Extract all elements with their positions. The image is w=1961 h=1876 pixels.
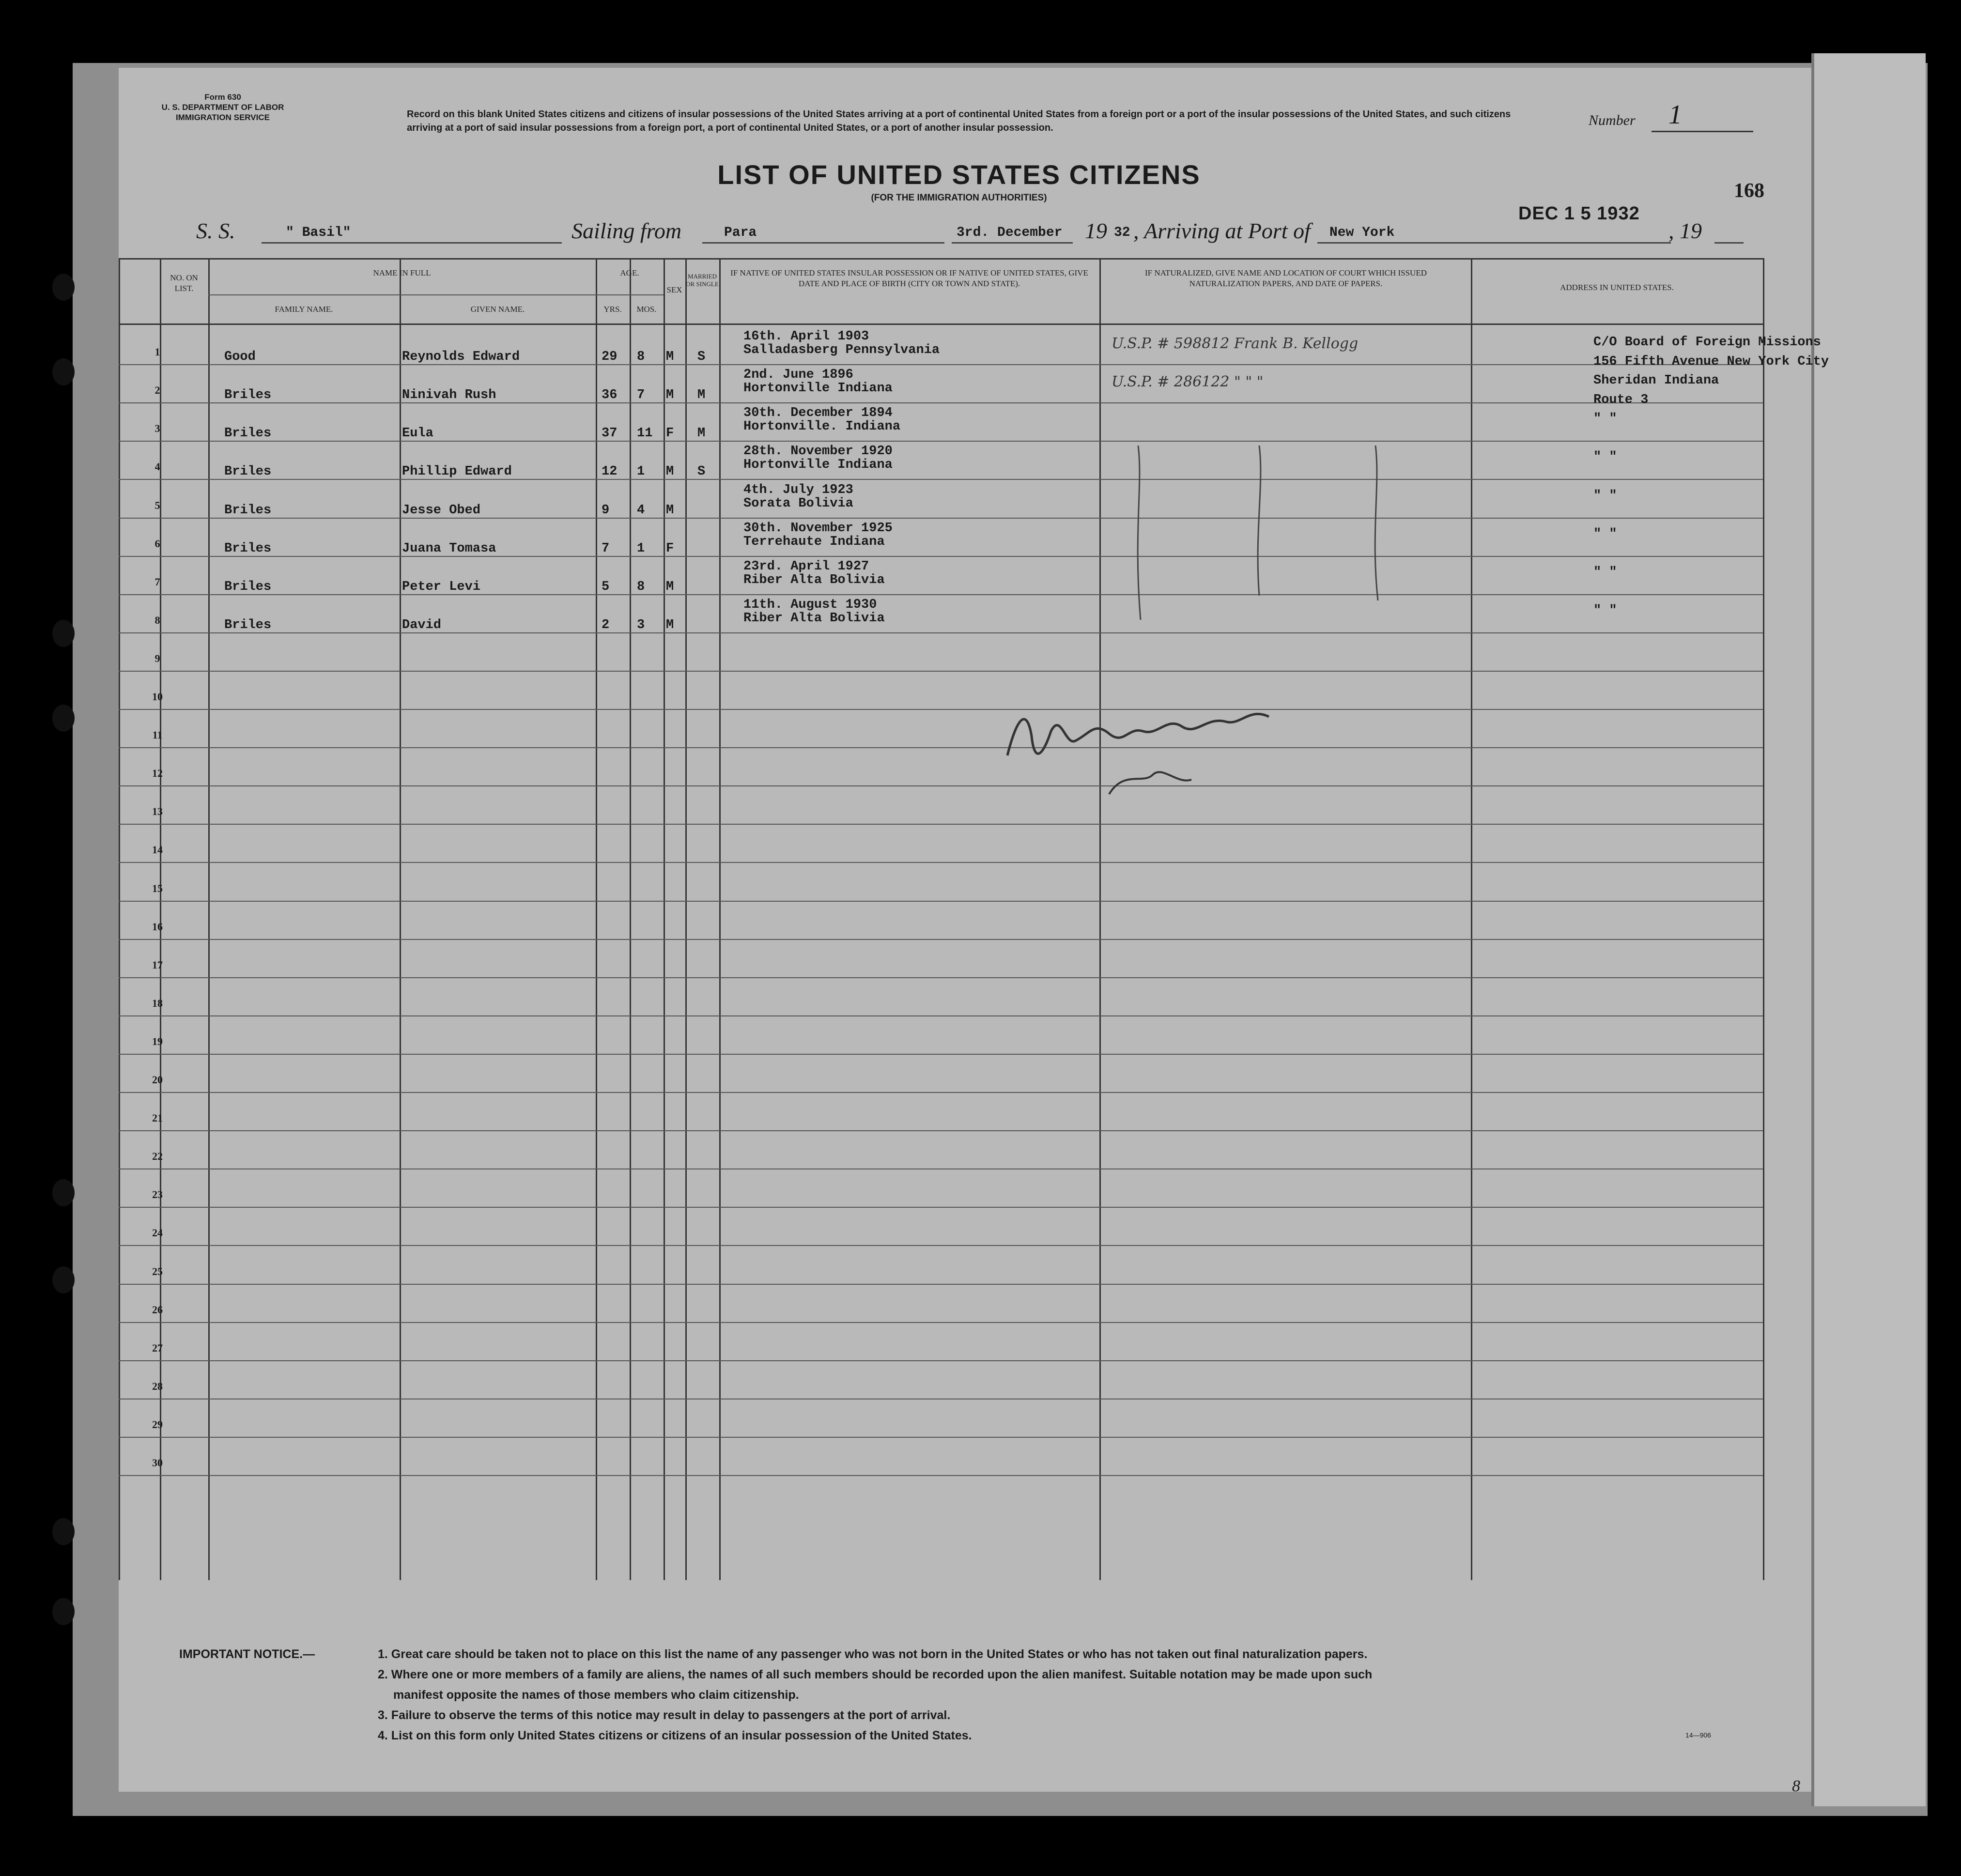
sex-cell: M (666, 388, 674, 403)
binder-hole (52, 1179, 75, 1206)
port-to-underline (1317, 242, 1671, 244)
binder-hole (52, 1266, 75, 1293)
row-rule (119, 518, 1763, 519)
port-from: Para (724, 225, 757, 240)
row-number: 4 (154, 461, 160, 473)
row-number: 15 (152, 882, 163, 894)
row-rule (119, 1054, 1763, 1055)
birth-date-cell: 16th. April 1903 (743, 329, 869, 344)
address-line-cell: C/O Board of Foreign Missions (1593, 335, 1821, 350)
sex-cell: M (666, 617, 674, 632)
birth-date-cell: 4th. July 1923 (743, 482, 853, 497)
age-months-cell: 1 (637, 464, 645, 479)
ship-underline (262, 242, 562, 244)
corner-number: 8 (1792, 1777, 1800, 1795)
address-line-cell: " " (1593, 450, 1617, 465)
row-number: 1 (154, 346, 160, 358)
number-label: Number (1589, 112, 1636, 128)
family-name-cell: Briles (224, 541, 272, 556)
ss-label: S. S. (196, 218, 235, 243)
birth-place-cell: Terrehaute Indiana (743, 534, 885, 549)
notice-item-2: 2. Where one or more members of a family are aliens, the names of all such members should be recorded upon the alien manifest. Suitable notation may be made upon such (378, 1668, 1373, 1681)
row-rule (119, 1092, 1763, 1093)
row-rule (119, 1322, 1763, 1323)
col-mos: MOS. (636, 305, 657, 314)
age-years-cell: 5 (602, 579, 610, 594)
row-number: 23 (152, 1188, 163, 1201)
row-rule (119, 671, 1763, 672)
row-rule (119, 479, 1763, 480)
row-number: 27 (152, 1341, 163, 1354)
marital-status-cell: M (697, 426, 706, 441)
arrival-date-stamp: DEC 1 5 1932 (1518, 203, 1640, 224)
year2-prefix: , 19 (1668, 218, 1702, 243)
age-years-cell: 9 (602, 503, 610, 518)
row-rule (119, 862, 1763, 863)
col-birth: IF NATIVE OF UNITED STATES INSULAR POSSESSION OR IF NATIVE OF UNITED STATES, GIVE DATE AND PLACE OF BIRTH (CITY OR TOWN AND STATE). (730, 268, 1088, 288)
number-underline (1652, 131, 1753, 132)
row-number: 14 (152, 844, 163, 856)
intro-text: Record on this blank United States citizens and citizens of insular possessions of the United States arriving at a port of continental United States from a foreign port or a port of the insular possessions of the United States, and such citizens arriving at a port of said insular possessions from a foreign port, a port of continental United States, or a port of another insular possession. (407, 109, 1511, 133)
row-rule (119, 1207, 1763, 1208)
row-rule (119, 939, 1763, 940)
notice-item-3: 3. Failure to observe the terms of this notice may result in delay to passengers at the port of arrival. (378, 1708, 951, 1722)
row-rule (119, 594, 1763, 595)
binder-hole (52, 358, 75, 385)
address-line-cell: Sheridan Indiana (1593, 373, 1719, 388)
given-name-cell: Phillip Edward (402, 464, 512, 479)
row-rule (119, 785, 1763, 786)
row-rule (119, 747, 1763, 748)
given-name-cell: Jesse Obed (402, 503, 481, 518)
family-name-cell: Good (224, 350, 256, 365)
birth-date-cell: 2nd. June 1896 (743, 368, 853, 383)
col-given-name: GIVEN NAME. (470, 305, 525, 314)
row-number: 21 (152, 1112, 163, 1124)
binder-hole (52, 1518, 75, 1545)
birth-date-cell: 28th. November 1920 (743, 444, 893, 459)
address-line-cell: 156 Fifth Avenue New York City (1593, 354, 1829, 369)
row-number: 13 (152, 805, 163, 818)
row-number: 12 (152, 767, 163, 780)
row-rule (119, 632, 1763, 633)
form-identifier (157, 92, 288, 123)
row-rule (119, 1245, 1763, 1246)
row-rule (119, 402, 1763, 403)
row-rule (119, 1015, 1763, 1016)
birth-place-cell: Riber Alta Bolivia (743, 572, 885, 587)
given-name-cell: Reynolds Edward (402, 350, 520, 365)
department-name: U. S. DEPARTMENT OF LABOR (161, 103, 284, 112)
binder-hole (52, 620, 75, 647)
given-name-cell: Ninivah Rush (402, 388, 496, 403)
row-number: 19 (152, 1035, 163, 1047)
notice-item-2-cont: manifest opposite the names of those members who claim citizenship. (393, 1688, 799, 1702)
manifest-table (119, 258, 1829, 1580)
given-name-cell: Eula (402, 426, 433, 441)
col-sex: SEX (666, 285, 682, 294)
age-months-cell: 1 (637, 541, 645, 556)
form-code: 14—906 (1685, 1731, 1711, 1739)
family-name-cell: Briles (224, 426, 272, 441)
row-number: 20 (152, 1074, 163, 1086)
col-no-on-list: NO. ON LIST. (170, 273, 198, 293)
given-name-cell: David (402, 617, 442, 632)
row-rule (119, 1475, 1763, 1476)
birth-place-cell: Hortonville Indiana (743, 458, 893, 473)
departure-date: 3rd. December (957, 225, 1063, 240)
notice-item-4: 4. List on this form only United States citizens or citizens of an insular possession of the United States. (378, 1729, 972, 1742)
row-rule (119, 1437, 1763, 1438)
inspector-signature (998, 688, 1298, 814)
row-number: 18 (152, 997, 163, 1009)
naturalization-cell: U.S.P. # 286122 " " " (1112, 373, 1264, 391)
service-name: IMMIGRATION SERVICE (176, 113, 270, 122)
row-rule (119, 709, 1763, 710)
row-number: 16 (152, 920, 163, 933)
sex-cell: M (666, 464, 674, 479)
naturalization-cell: U.S.P. # 598812 Frank B. Kellogg (1112, 335, 1359, 353)
year-prefix: 19 (1085, 218, 1107, 243)
row-number: 2 (154, 384, 160, 397)
sailing-label: Sailing from (571, 218, 682, 243)
row-rule (119, 824, 1763, 825)
birth-date-cell: 30th. November 1925 (743, 521, 893, 536)
family-name-cell: Briles (224, 464, 272, 479)
background-page-edge (1811, 53, 1926, 1806)
row-number: 25 (152, 1265, 163, 1277)
row-rule (119, 977, 1763, 978)
family-name-cell: Briles (224, 503, 272, 518)
birth-place-cell: Hortonville Indiana (743, 381, 893, 396)
marital-status-cell: M (697, 388, 706, 403)
row-rule (119, 1284, 1763, 1285)
col-yrs: YRS. (603, 305, 622, 314)
birth-place-cell: Hortonville. Indiana (743, 419, 901, 434)
given-name-cell: Peter Levi (402, 579, 481, 594)
row-number: 5 (154, 499, 160, 511)
sex-cell: F (666, 541, 674, 556)
row-rule (119, 1130, 1763, 1131)
arriving-label: , Arriving at Port of (1133, 218, 1311, 243)
sex-cell: M (666, 503, 674, 518)
col-naturalized: IF NATURALIZED, GIVE NAME AND LOCATION OF COURT WHICH ISSUED NATURALIZATION PAPERS, AND DATE OF PAPERS. (1144, 268, 1427, 288)
age-years-cell: 36 (602, 388, 618, 403)
year2-underline (1714, 242, 1744, 244)
col-address: ADDRESS IN UNITED STATES. (1560, 283, 1674, 292)
notice-item-1: 1. Great care should be taken not to place on this list the name of any passenger who was not born in the United States or who has not taken out final naturalization papers. (378, 1647, 1368, 1661)
notice-heading: IMPORTANT NOTICE.— (179, 1647, 315, 1661)
binder-hole (52, 705, 75, 732)
col-family-name: FAMILY NAME. (275, 305, 333, 314)
birth-place-cell: Salladasberg Pennsylvania (743, 343, 940, 358)
age-months-cell: 11 (637, 426, 653, 441)
col-name-in-full: NAME IN FULL (373, 268, 431, 277)
birth-place-cell: Sorata Bolivia (743, 496, 853, 511)
age-months-cell: 3 (637, 617, 645, 632)
page-title: LIST OF UNITED STATES CITIZENS (717, 159, 1201, 190)
family-name-cell: Briles (224, 388, 272, 403)
age-months-cell: 7 (637, 388, 645, 403)
address-line-cell: " " (1593, 565, 1617, 580)
marital-status-cell: S (697, 464, 706, 479)
form-number: Form 630 (204, 92, 241, 102)
birth-date-cell: 23rd. April 1927 (743, 559, 869, 574)
row-rule (119, 364, 1763, 365)
address-line-cell: Route 3 (1593, 393, 1649, 408)
row-number: 17 (152, 958, 163, 971)
age-months-cell: 8 (637, 579, 645, 594)
date-underline (952, 242, 1073, 244)
row-number: 24 (152, 1227, 163, 1239)
page-number: 168 (1734, 180, 1764, 202)
row-number: 9 (154, 652, 160, 664)
col-married-single: MARRIED OR SINGLE (686, 273, 719, 288)
age-months-cell: 8 (637, 350, 645, 365)
binder-hole (52, 274, 75, 301)
row-number: 6 (154, 537, 160, 550)
row-rule (119, 1360, 1763, 1361)
page-subtitle: (FOR THE IMMIGRATION AUTHORITIES) (871, 193, 1047, 203)
row-number: 28 (152, 1380, 163, 1392)
sex-cell: F (666, 426, 674, 441)
row-number: 3 (154, 422, 160, 435)
address-line-cell: " " (1593, 412, 1617, 427)
birth-date-cell: 30th. December 1894 (743, 406, 893, 421)
age-years-cell: 7 (602, 541, 610, 556)
row-number: 8 (154, 614, 160, 626)
row-rule (119, 556, 1763, 557)
family-name-cell: Briles (224, 617, 272, 632)
port-from-underline (702, 242, 944, 244)
row-rule (119, 901, 1763, 902)
ship-name: " Basil" (286, 225, 351, 240)
birth-place-cell: Riber Alta Bolivia (743, 611, 885, 626)
row-number: 30 (152, 1457, 163, 1469)
sex-cell: M (666, 350, 674, 365)
age-years-cell: 12 (602, 464, 618, 479)
family-name-cell: Briles (224, 579, 272, 594)
year-suffix: 32 (1114, 225, 1130, 240)
row-number: 22 (152, 1150, 163, 1163)
col-age: AGE. (620, 268, 639, 277)
address-line-cell: " " (1593, 526, 1617, 541)
row-number: 26 (152, 1303, 163, 1316)
age-years-cell: 2 (602, 617, 610, 632)
row-number: 7 (154, 575, 160, 588)
row-rule (119, 441, 1763, 442)
row-number: 11 (152, 729, 163, 741)
address-line-cell: " " (1593, 488, 1617, 503)
ditto-marks (1114, 436, 1405, 630)
birth-date-cell: 11th. August 1930 (743, 597, 877, 612)
age-years-cell: 37 (602, 426, 618, 441)
port-to: New York (1329, 225, 1395, 240)
marital-status-cell: S (697, 350, 706, 365)
number-value: 1 (1668, 100, 1682, 130)
binder-hole (52, 1598, 75, 1625)
address-line-cell: " " (1593, 603, 1617, 618)
row-number: 10 (152, 691, 163, 703)
row-number: 29 (152, 1418, 163, 1430)
age-years-cell: 29 (602, 350, 618, 365)
given-name-cell: Juana Tomasa (402, 541, 496, 556)
sex-cell: M (666, 579, 674, 594)
age-months-cell: 4 (637, 503, 645, 518)
